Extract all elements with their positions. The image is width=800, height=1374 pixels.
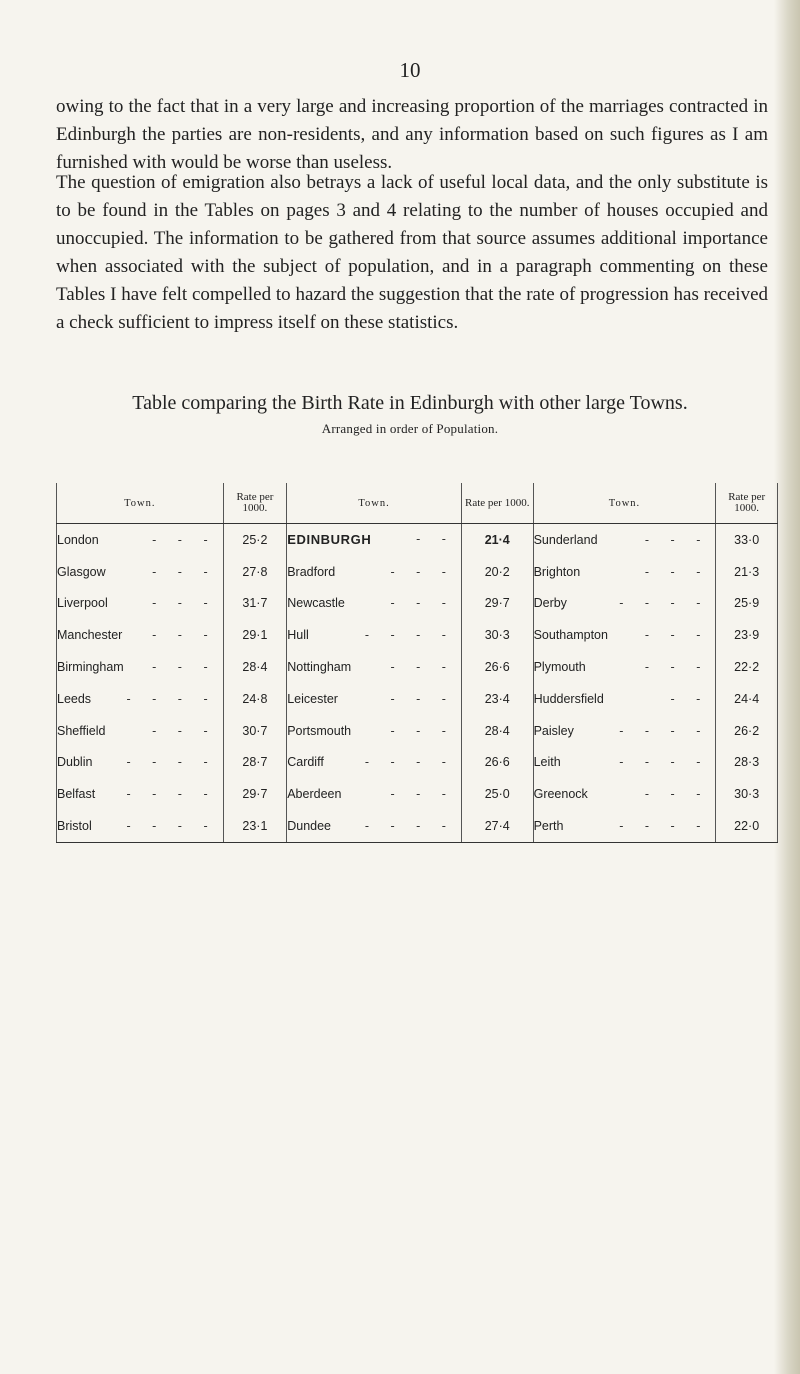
town-cell xyxy=(533,651,716,683)
town-name: Bristol xyxy=(57,819,92,834)
rate-cell: 21·3 xyxy=(716,556,778,588)
table-body xyxy=(57,524,778,843)
town-name: Leith xyxy=(533,755,561,770)
town-name: Perth xyxy=(533,819,564,834)
rate-cell: 24·8 xyxy=(223,683,287,715)
town-cell xyxy=(533,747,716,779)
leader-dashes: - - - xyxy=(644,628,710,643)
town-cell xyxy=(533,588,716,620)
leader-dashes: - - - - xyxy=(126,819,217,834)
leader-dashes: - - - xyxy=(390,564,455,579)
header-rate-2: Rate per 1000. xyxy=(461,483,533,524)
table-row xyxy=(57,556,778,588)
town-cell xyxy=(287,778,462,810)
leader-dashes: - - - xyxy=(152,628,217,643)
town-cell xyxy=(287,651,462,683)
leader-dashes: - - - xyxy=(390,691,455,706)
rate-cell: 29·7 xyxy=(223,778,287,810)
town-cell xyxy=(57,715,224,747)
leader-dashes: - - - - xyxy=(126,787,217,802)
town-name: Birmingham xyxy=(57,660,124,675)
table-row xyxy=(57,651,778,683)
leader-dashes: - - xyxy=(416,532,455,547)
rate-cell: 28·7 xyxy=(223,747,287,779)
rate-cell: 27·8 xyxy=(223,556,287,588)
town-cell xyxy=(533,810,716,842)
leader-dashes: - - - - xyxy=(619,723,710,738)
leader-dashes: - - - xyxy=(152,660,217,675)
leader-dashes: - - - xyxy=(390,660,455,675)
town-name: Huddersfield xyxy=(533,691,604,706)
paragraph-marriages: owing to the fact that in a very large and increasing proportion of the marriages contracted in Edinburgh the parties are non-residents, and any information based on such figures as I am furnished with would be worse than useless. xyxy=(56,96,768,173)
town-cell xyxy=(287,556,462,588)
town-cell xyxy=(57,651,224,683)
table-caption: Table comparing the Birth Rate in Edinburgh with other large Towns. xyxy=(132,392,688,414)
town-name: Glasgow xyxy=(57,564,106,579)
town-name: Sunderland xyxy=(533,532,598,547)
table-row xyxy=(57,683,778,715)
town-cell xyxy=(57,588,224,620)
leader-dashes: - - - - xyxy=(364,819,455,834)
rate-cell: 27·4 xyxy=(461,810,533,842)
header-rate-1: Rate per 1000. xyxy=(223,483,287,524)
town-cell xyxy=(533,524,716,556)
rate-cell: 25·2 xyxy=(223,524,287,556)
town-name: Plymouth xyxy=(533,660,586,675)
town-name: Portsmouth xyxy=(287,723,352,738)
town-cell xyxy=(287,715,462,747)
table-row xyxy=(57,778,778,810)
leader-dashes: - - - xyxy=(644,532,710,547)
table-subcaption: Arranged in order of Population. xyxy=(321,421,499,436)
leader-dashes: - - - xyxy=(152,723,217,738)
table-header-row xyxy=(57,483,778,524)
leader-dashes: - - - xyxy=(152,564,217,579)
town-name: Sheffield xyxy=(57,723,106,738)
table-row xyxy=(57,588,778,620)
rate-cell: 25·0 xyxy=(461,778,533,810)
town-cell xyxy=(287,683,462,715)
header-town-2: Town. xyxy=(287,483,462,524)
town-name: London xyxy=(57,532,99,547)
town-cell xyxy=(533,683,716,715)
rate-cell: 26·6 xyxy=(461,747,533,779)
town-name: Southampton xyxy=(533,628,608,643)
rate-cell: 33·0 xyxy=(716,524,778,556)
town-name: Bradford xyxy=(287,564,336,579)
rate-cell: 30·7 xyxy=(223,715,287,747)
town-cell xyxy=(287,588,462,620)
town-name: EDINBURGH xyxy=(287,532,372,548)
table-row xyxy=(57,810,778,842)
town-cell xyxy=(287,524,462,556)
leader-dashes: - - - xyxy=(644,660,710,675)
town-name: Leicester xyxy=(287,691,338,706)
leader-dashes: - - - - xyxy=(619,755,710,770)
town-cell xyxy=(287,619,462,651)
rate-cell: 26·2 xyxy=(716,715,778,747)
rate-cell: 23·1 xyxy=(223,810,287,842)
town-cell xyxy=(533,778,716,810)
rate-cell: 28·4 xyxy=(461,715,533,747)
birth-rate-table xyxy=(56,483,778,843)
rate-cell: 23·9 xyxy=(716,619,778,651)
leader-dashes: - - xyxy=(670,691,710,706)
header-rate-3: Rate per 1000. xyxy=(716,483,778,524)
town-name: Belfast xyxy=(57,787,96,802)
town-name: Leeds xyxy=(57,691,92,706)
town-cell xyxy=(57,619,224,651)
table-row xyxy=(57,619,778,651)
leader-dashes: - - - - xyxy=(619,596,710,611)
rate-cell: 24·4 xyxy=(716,683,778,715)
town-name: Manchester xyxy=(57,628,123,643)
rate-cell: 30·3 xyxy=(716,778,778,810)
rate-cell: 28·4 xyxy=(223,651,287,683)
town-cell xyxy=(57,747,224,779)
leader-dashes: - - - xyxy=(152,532,217,547)
leader-dashes: - - - - xyxy=(364,755,455,770)
town-cell xyxy=(533,556,716,588)
leader-dashes: - - - - xyxy=(619,819,710,834)
town-cell xyxy=(57,778,224,810)
leader-dashes: - - - xyxy=(390,596,455,611)
town-name: Aberdeen xyxy=(287,787,342,802)
town-cell xyxy=(57,556,224,588)
leader-dashes: - - - xyxy=(390,723,455,738)
town-name: Cardiff xyxy=(287,755,324,770)
town-cell xyxy=(533,715,716,747)
rate-cell: 20·2 xyxy=(461,556,533,588)
town-name: Nottingham xyxy=(287,660,352,675)
rate-cell: 22·2 xyxy=(716,651,778,683)
rate-cell: 30·3 xyxy=(461,619,533,651)
rate-cell: 29·1 xyxy=(223,619,287,651)
town-cell xyxy=(533,619,716,651)
rate-cell: 31·7 xyxy=(223,588,287,620)
page-number: 10 xyxy=(399,58,421,82)
leader-dashes: - - - - xyxy=(126,691,217,706)
leader-dashes: - - - - xyxy=(364,628,455,643)
town-cell xyxy=(57,524,224,556)
leader-dashes: - - - xyxy=(644,564,710,579)
leader-dashes: - - - xyxy=(152,596,217,611)
leader-dashes: - - - - xyxy=(126,755,217,770)
town-name: Paisley xyxy=(533,723,574,738)
town-cell xyxy=(57,810,224,842)
rate-cell: 28·3 xyxy=(716,747,778,779)
rate-cell: 25·9 xyxy=(716,588,778,620)
town-cell xyxy=(57,683,224,715)
leader-dashes: - - - xyxy=(644,787,710,802)
rate-cell: 29·7 xyxy=(461,588,533,620)
table-row xyxy=(57,524,778,556)
rate-cell: 26·6 xyxy=(461,651,533,683)
rate-cell: 21·4 xyxy=(461,524,533,556)
town-name: Dundee xyxy=(287,819,332,834)
paragraph-emigration: The question of emigration also betrays a lack of useful local data, and the only substitute is to be found in the Tables on pages 3 and 4 relating to the number of houses occupied and unoccupied. The information to be gathered from that source assumes additional importance when associated with the subject of population, and in a paragraph commenting on these Tables I have felt compelled to hazard the suggestion that the rate of progression has received a check sufficient to impress itself on these statistics. xyxy=(56,172,768,333)
town-name: Greenock xyxy=(533,787,588,802)
town-cell xyxy=(287,747,462,779)
header-town-3: Town. xyxy=(533,483,716,524)
table-row xyxy=(57,747,778,779)
rate-cell: 23·4 xyxy=(461,683,533,715)
rate-cell: 22·0 xyxy=(716,810,778,842)
town-name: Dublin xyxy=(57,755,93,770)
header-town-1: Town. xyxy=(57,483,224,524)
town-name: Newcastle xyxy=(287,596,345,611)
town-name: Derby xyxy=(533,596,567,611)
town-name: Brighton xyxy=(533,564,581,579)
leader-dashes: - - - xyxy=(390,787,455,802)
town-name: Hull xyxy=(287,628,309,643)
town-cell xyxy=(287,810,462,842)
town-name: Liverpool xyxy=(57,596,108,611)
table-row xyxy=(57,715,778,747)
